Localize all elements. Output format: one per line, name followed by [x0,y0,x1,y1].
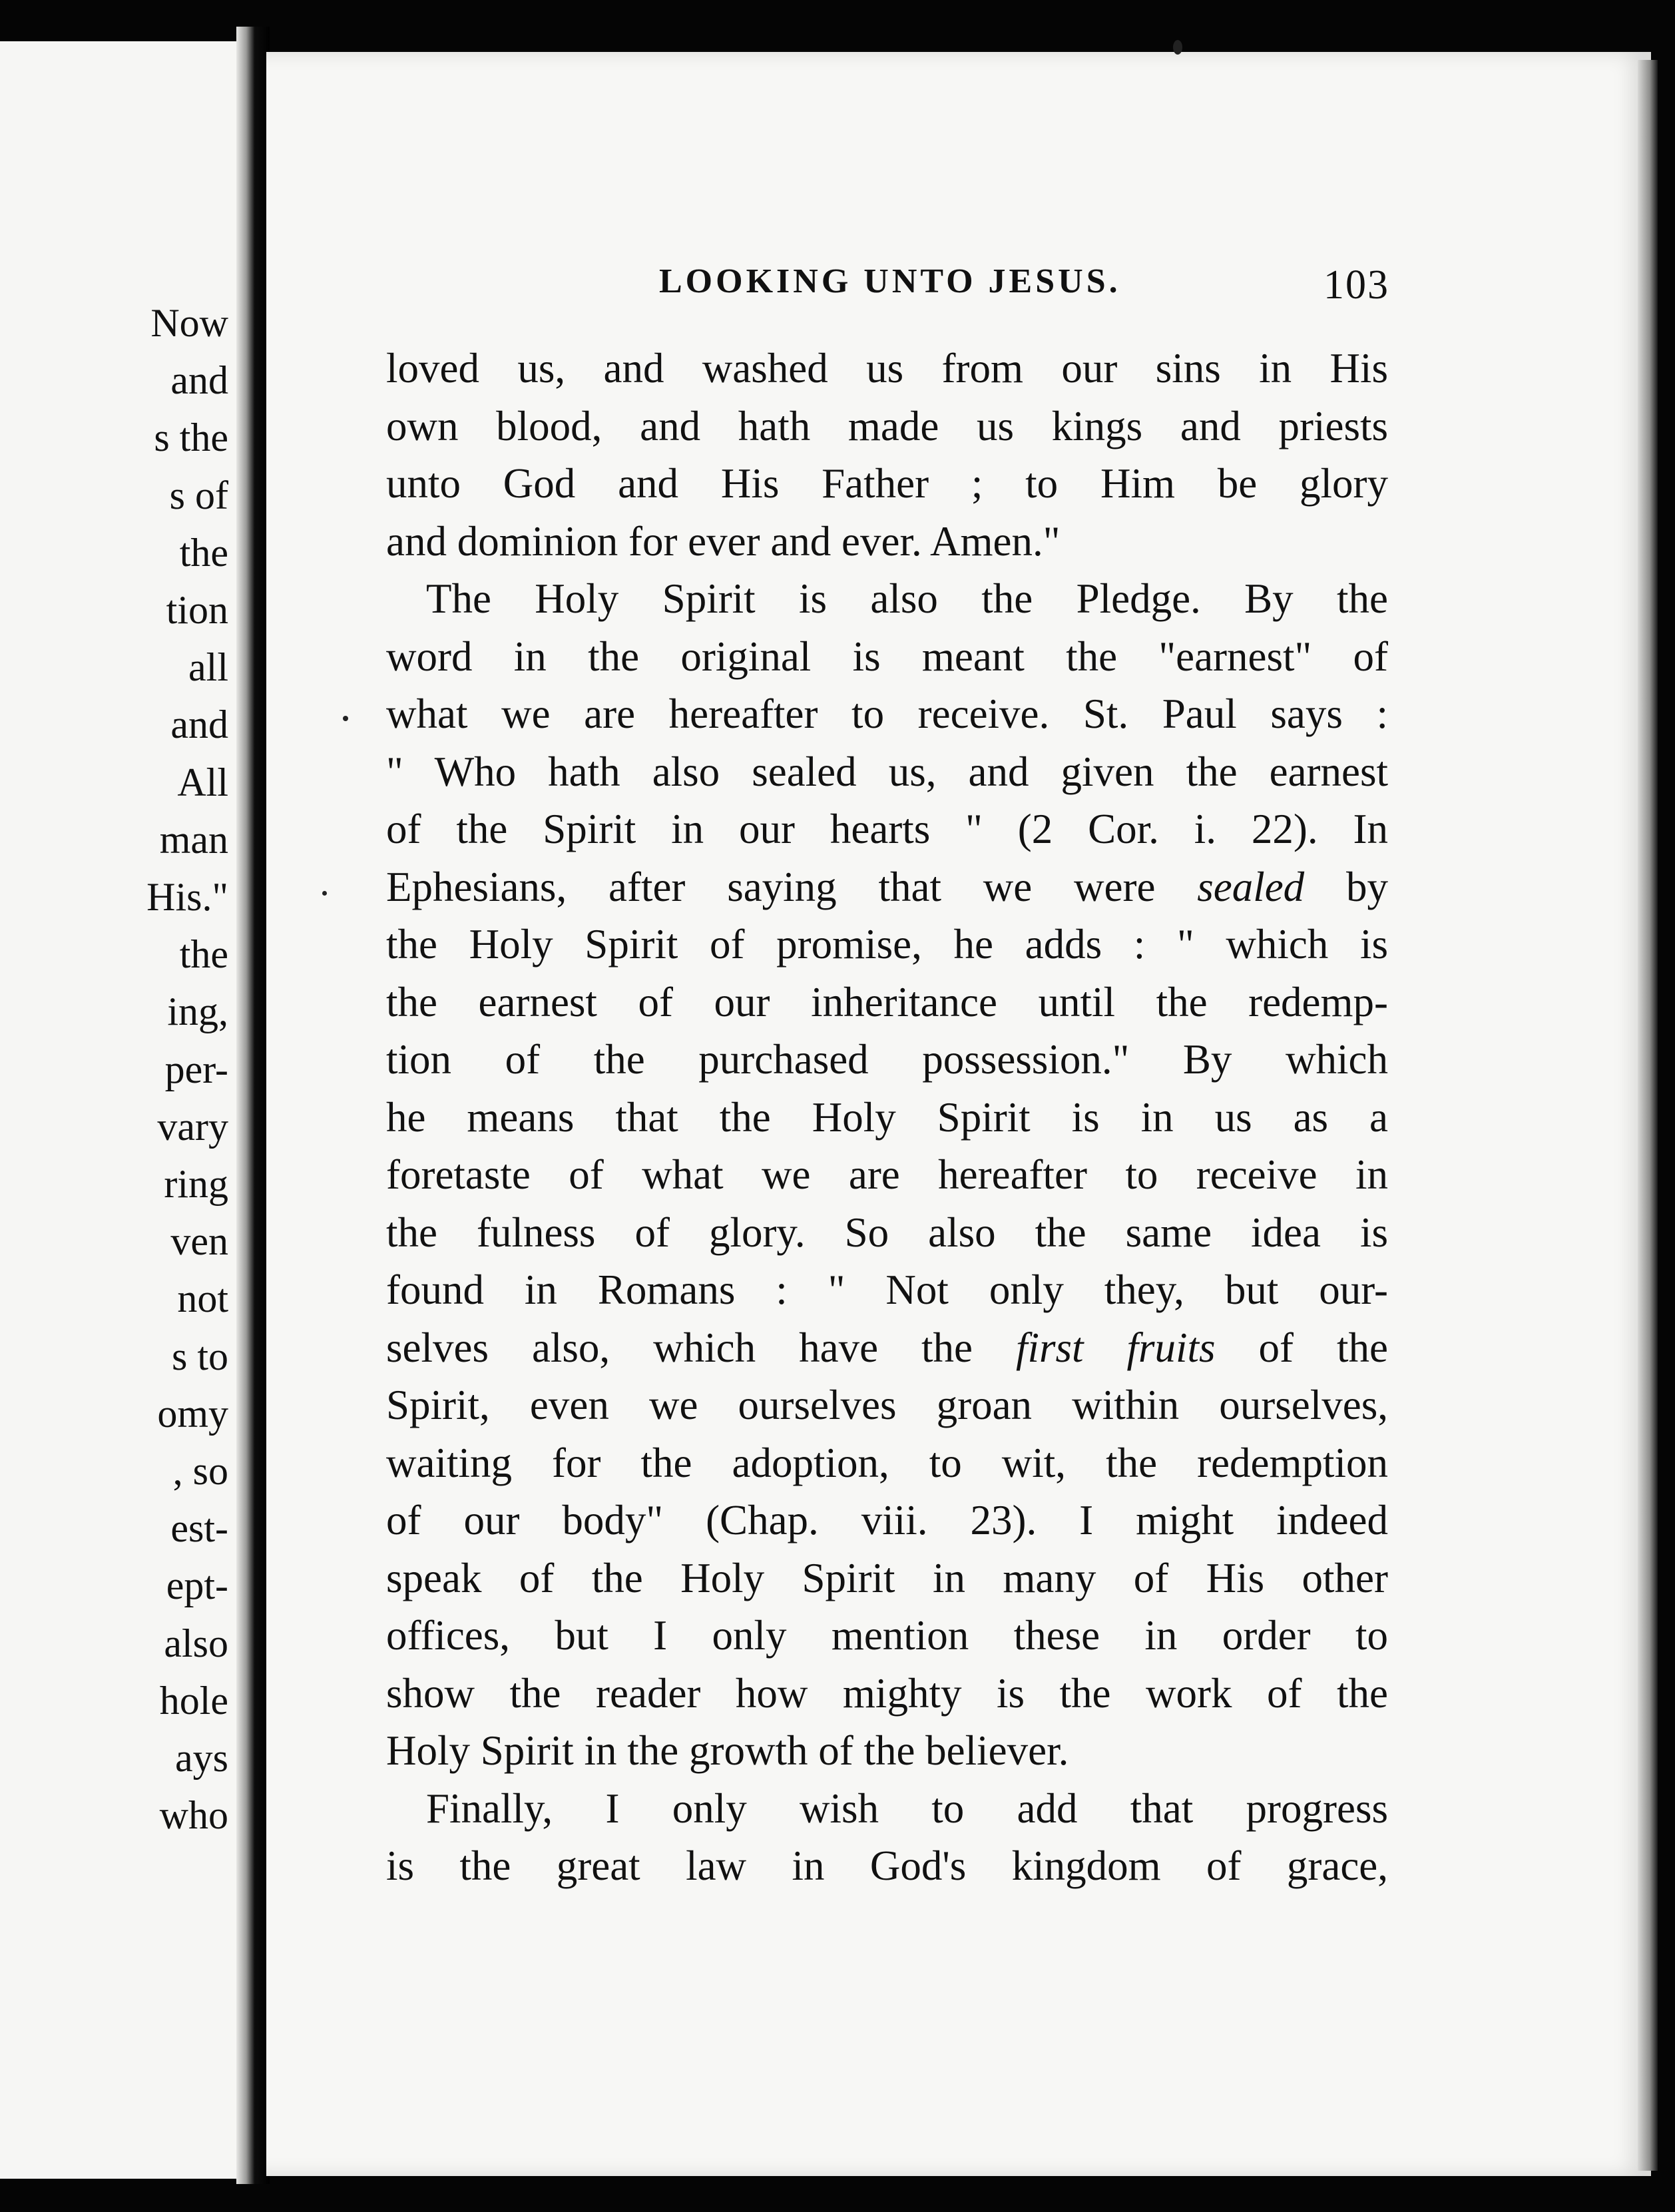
text-span: Spirit, even we ourselves groan within ourselves, [386,1382,1388,1428]
text-line [386,800,1388,858]
left-page-line-fragment: s to [171,1334,228,1378]
left-page-line-fragment: s the [154,415,228,460]
left-page-line-fragment: Now [150,301,228,345]
italic-emphasis: first fruits [1015,1324,1216,1371]
text-span: Ephesians, after saying that we were [386,863,1198,910]
text-span: he means that the Holy Spirit is in us as a [386,1093,1388,1141]
text-line [386,570,1388,628]
text-span: unto God and His Father ; to Him be glory [386,460,1388,507]
left-page-line-fragment: man [159,817,228,862]
left-page-line-fragment: who [159,1793,228,1838]
text-line [386,1492,1388,1549]
text-line [386,1665,1388,1723]
page-edge [1638,60,1658,2171]
text-line [386,973,1388,1031]
left-page-line-fragment: ring [164,1162,228,1206]
text-line [386,398,1388,455]
italic-emphasis: sealed [1197,863,1305,910]
ink-speck [343,716,348,721]
text-span: offices, but I only mention these in order to [386,1612,1388,1659]
text-line [386,340,1388,398]
text-line [386,858,1388,916]
left-page-line-fragment: and [170,702,228,747]
text-line [386,1837,1388,1895]
left-page-line-fragment: all [188,645,228,690]
left-page-line-fragment: ven [170,1219,228,1264]
text-span: the earnest of our inheritance until the redemp- [386,978,1388,1025]
text-line [386,1549,1388,1607]
left-page-line-fragment: est- [170,1506,228,1551]
left-page-line-fragment: ing, [167,989,228,1034]
text-line [386,1376,1388,1434]
text-span: Holy Spirit in the growth of the believer. [386,1727,1069,1774]
text-span: of our body" (Chap. viii. 23). I might indeed [386,1497,1388,1543]
ink-speck [322,891,327,896]
text-span: of the [1215,1324,1388,1371]
page-number: 103 [1323,262,1389,308]
text-span: foretaste of what we are hereafter to receive in [386,1151,1388,1198]
text-line [386,1261,1388,1319]
text-span: loved us, and washed us from our sins in His [386,345,1388,392]
text-line [386,1722,1388,1780]
text-line [386,685,1388,743]
body-text [386,340,1388,1895]
text-span: found in Romans : " Not only they, but our- [386,1266,1388,1313]
left-page-line-fragment: , so [172,1449,228,1493]
left-page-line-fragment: the [179,932,228,977]
book-gutter [236,27,270,2184]
left-page [0,41,236,2179]
text-span: show the reader how mighty is the work of the [386,1669,1388,1717]
left-page-line-fragment: not [177,1276,228,1321]
text-span: and dominion for ever and ever. Amen." [386,517,1061,565]
left-page-line-fragment: per- [164,1047,228,1091]
text-line [386,1089,1388,1147]
text-line [386,743,1388,801]
running-head: LOOKING UNTO JESUS. [659,262,1121,300]
text-span: by [1304,863,1388,910]
text-span: own blood, and hath made us kings and priests [386,402,1388,449]
text-span: word in the original is meant the "earnest" of [386,633,1388,680]
text-line [386,1031,1388,1089]
left-page-line-fragment: vary [157,1104,228,1149]
text-span: is the great law in God's kingdom of grace, [386,1842,1388,1889]
left-page-line-fragment: His." [146,875,228,919]
text-span: tion of the purchased possession." By which [386,1036,1388,1083]
text-line [386,1607,1388,1665]
text-line [386,628,1388,686]
text-span: speak of the Holy Spirit in many of His other [386,1554,1388,1601]
text-span: The Holy Spirit is also the Pledge. By the [426,575,1388,622]
text-line [386,1146,1388,1204]
text-span: " Who hath also sealed us, and given the earnest [386,748,1388,795]
left-page-line-fragment: ept- [166,1563,228,1608]
text-line [386,1319,1388,1377]
text-span: of the Spirit in our hearts " (2 Cor. i. 22). In [386,806,1388,852]
text-line [386,455,1388,513]
text-span: what we are hereafter to receive. St. Paul says : [386,691,1388,737]
text-span: the Holy Spirit of promise, he adds : " which is [386,921,1388,968]
left-page-line-fragment: and [170,358,228,403]
text-line [386,916,1388,973]
left-page-line-fragment: the [179,530,228,575]
ink-speck [1173,40,1182,55]
text-span: the fulness of glory. So also the same idea is [386,1209,1388,1256]
text-span: waiting for the adoption, to wit, the redemption [386,1439,1388,1486]
text-span: selves also, which have the [386,1324,1016,1371]
text-span: Finally, I only wish to add that progress [426,1785,1388,1832]
left-page-line-fragment: ays [175,1736,228,1780]
left-page-line-fragment: hole [159,1678,228,1723]
left-page-line-fragment: also [164,1621,228,1665]
text-line [386,1780,1388,1838]
text-line [386,513,1388,571]
left-page-line-fragment: s of [169,473,228,517]
text-line [386,1204,1388,1262]
left-page-line-fragment: All [177,760,228,804]
left-page-line-fragment: tion [166,588,228,632]
text-line [386,1434,1388,1492]
left-page-line-fragment: omy [157,1391,228,1436]
